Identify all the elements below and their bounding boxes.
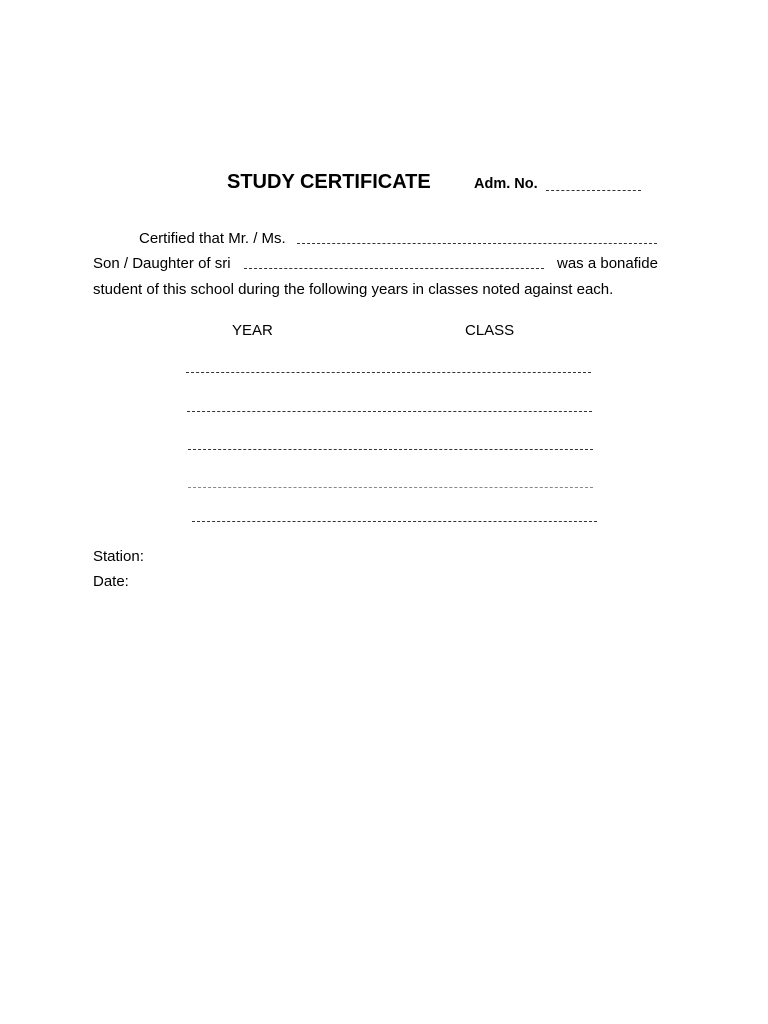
table-row-line[interactable] — [186, 372, 591, 373]
certificate-title: STUDY CERTIFICATE — [227, 171, 431, 193]
certified-that-label: Certified that Mr. / Ms. — [139, 230, 286, 247]
student-name-blank[interactable] — [297, 243, 657, 244]
table-row-line[interactable] — [188, 449, 593, 450]
table-row-line[interactable] — [192, 521, 597, 522]
date-label: Date: — [93, 573, 129, 590]
year-column-header: YEAR — [232, 322, 273, 339]
table-row-line[interactable] — [187, 411, 592, 412]
class-column-header: CLASS — [465, 322, 515, 339]
was-bonafide-label: was a bonafide — [557, 255, 658, 272]
parent-name-blank[interactable] — [244, 268, 544, 269]
son-daughter-label: Son / Daughter of sri — [93, 255, 231, 272]
student-line-text: student of this school during the following years in classes noted against each. — [93, 281, 614, 298]
adm-no-label: Adm. No. — [474, 176, 538, 192]
adm-no-blank[interactable] — [546, 190, 641, 191]
table-row-line[interactable] — [188, 487, 593, 488]
station-label: Station: — [93, 548, 144, 565]
